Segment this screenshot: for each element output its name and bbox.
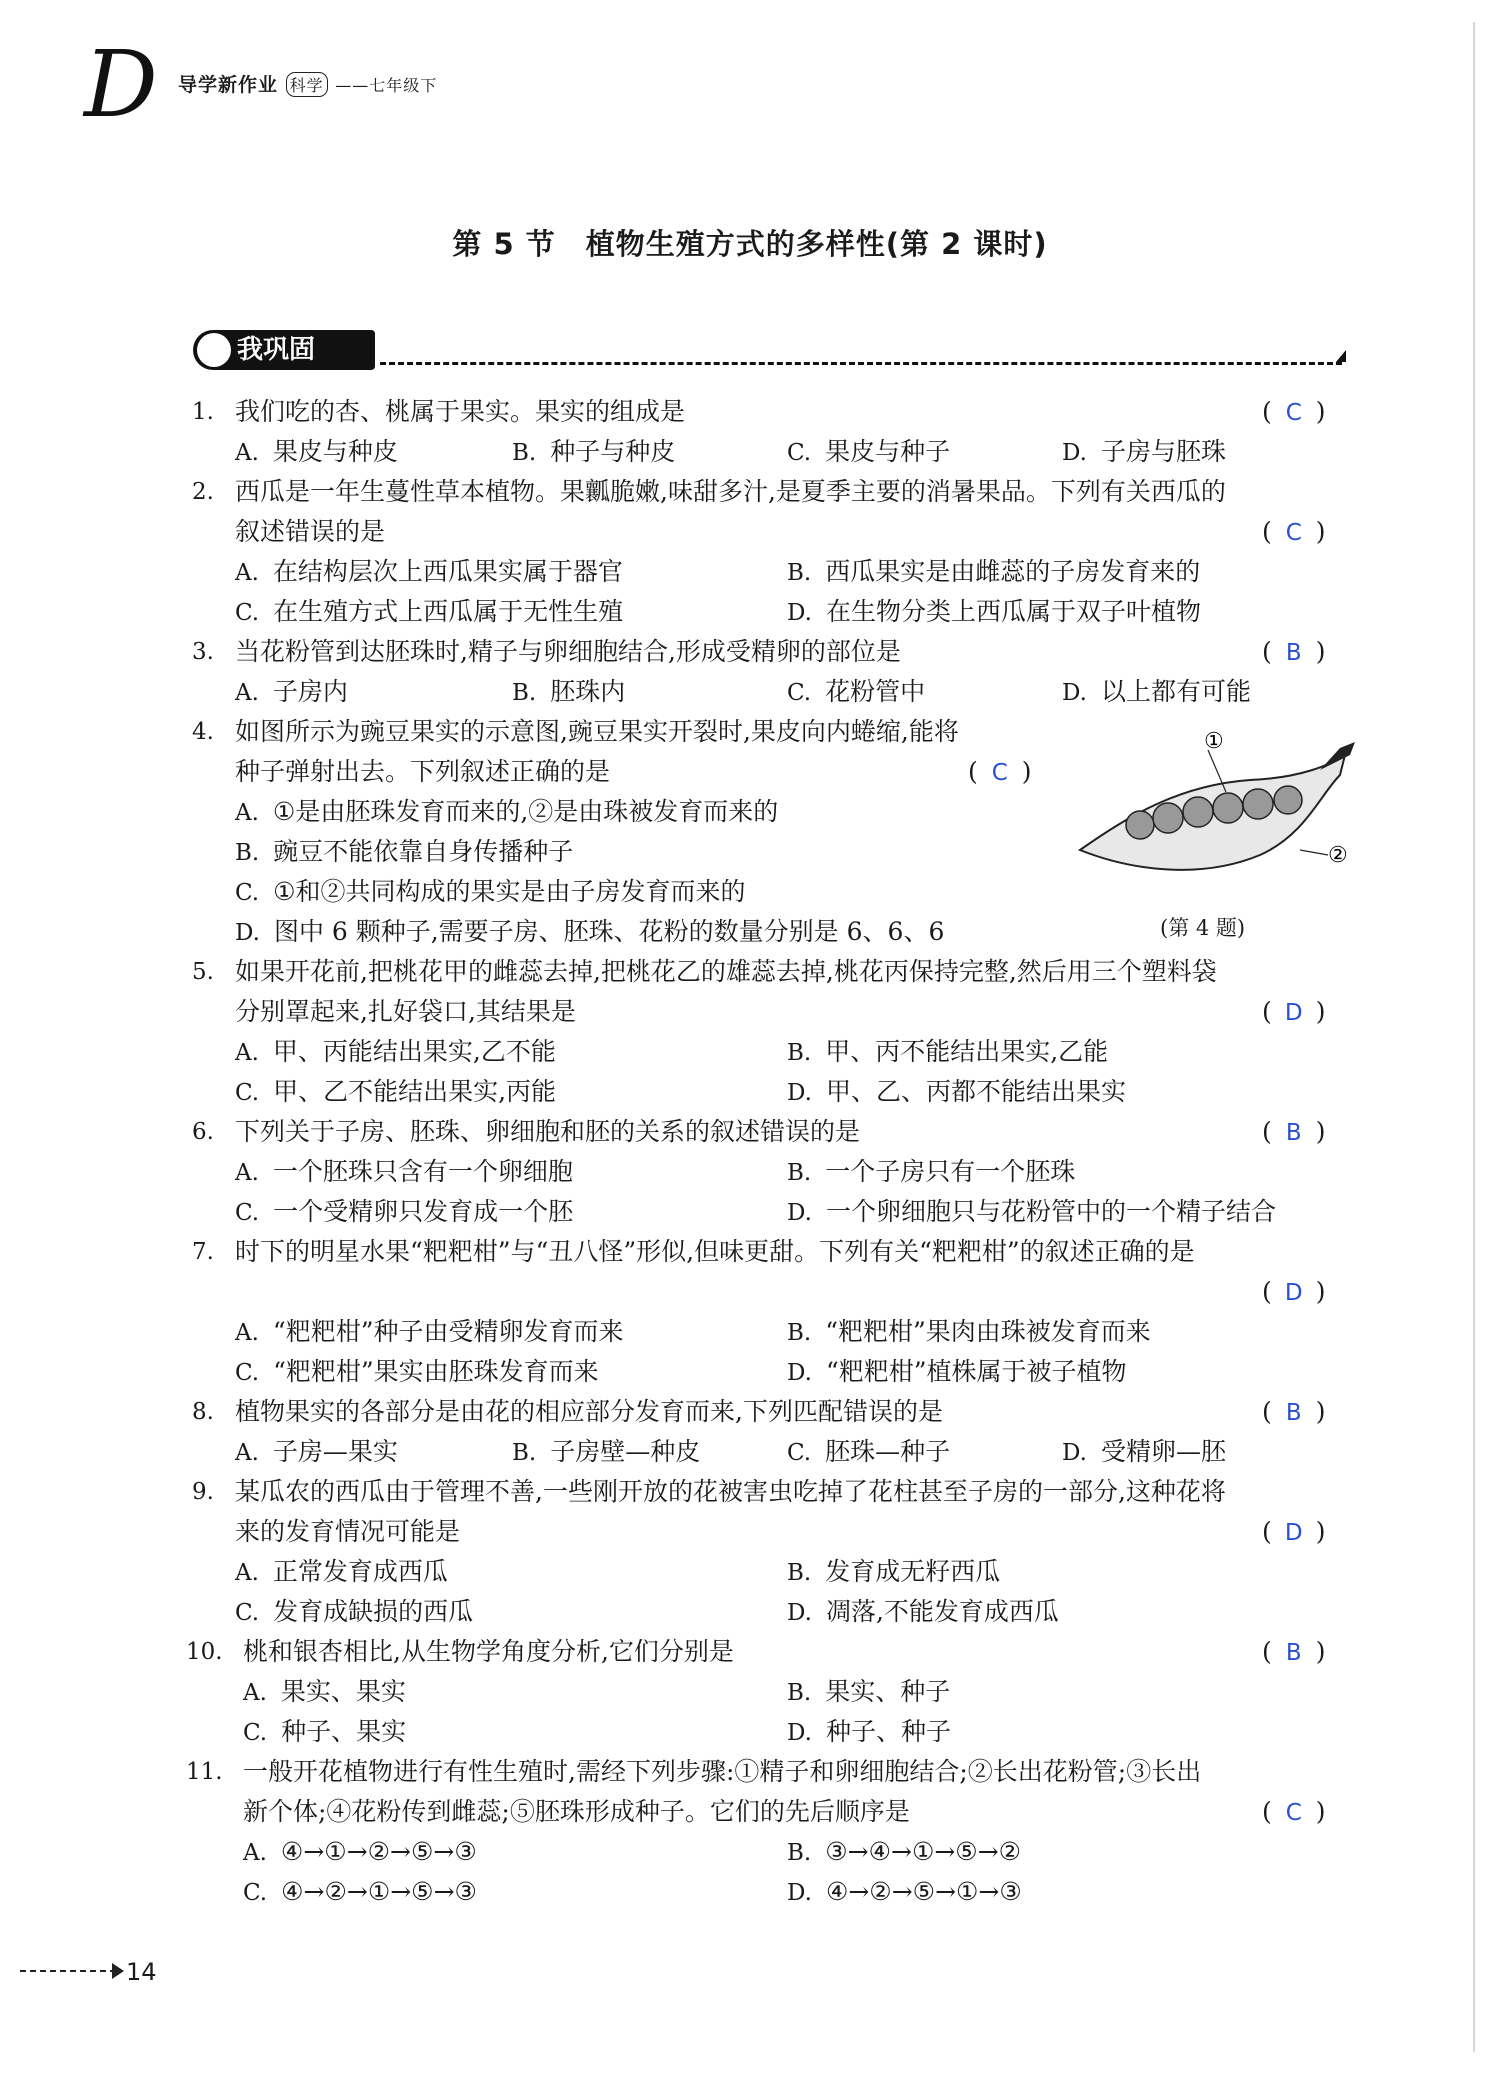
page-arrow-line — [20, 1970, 116, 1972]
answer-slot: ( D ) — [1262, 1277, 1326, 1306]
question-stem: 分别罩起来,扎好袋口,其结果是 — [235, 997, 576, 1026]
question-number: 10. — [186, 1639, 223, 1665]
question-number: 8. — [192, 1399, 214, 1425]
question-stem: 种子弹射出去。下列叙述正确的是 — [235, 757, 611, 786]
seed-5 — [1243, 789, 1273, 819]
answer-value: C — [1285, 400, 1302, 426]
option: C. 花粉管中 — [787, 677, 926, 706]
answer-slot: ( C ) — [1262, 1797, 1326, 1826]
question-stem: 一般开花植物进行有性生殖时,需经下列步骤:①精子和卵细胞结合;②长出花粉管;③长出 — [243, 1757, 1202, 1786]
question-stem: 叙述错误的是 — [235, 517, 386, 546]
option: D. 种子、种子 — [787, 1717, 951, 1746]
page-number: 14 — [126, 1958, 157, 1986]
answer-slot: ( C ) — [968, 757, 1032, 786]
question-stem: 如果开花前,把桃花甲的雌蕊去掉,把桃花乙的雄蕊去掉,桃花丙保持完整,然后用三个塑料袋 — [235, 957, 1217, 986]
option: B. 胚珠内 — [512, 677, 626, 706]
answer-slot: ( C ) — [1262, 517, 1326, 546]
option: D. 受精卵—胚 — [1062, 1437, 1226, 1466]
seed-6 — [1274, 786, 1302, 814]
option: B. 发育成无籽西瓜 — [787, 1557, 1001, 1586]
answer-value: B — [1285, 1400, 1302, 1426]
option: A. ①是由胚珠发育而来的,②是由珠被发育而来的 — [235, 797, 779, 826]
option: C. 在生殖方式上西瓜属于无性生殖 — [235, 597, 624, 626]
option: D. ④→②→⑤→①→③ — [787, 1877, 1022, 1906]
grade-label: ——七年级下 — [335, 76, 438, 95]
option: A. 在结构层次上西瓜果实属于器官 — [235, 557, 623, 586]
seed-3 — [1183, 797, 1213, 827]
question-stem: 当花粉管到达胚珠时,精子与卵细胞结合,形成受精卵的部位是 — [235, 637, 901, 666]
question-number: 7. — [192, 1239, 214, 1265]
option: D. 甲、乙、丙都不能结出果实 — [787, 1077, 1126, 1106]
seed-4 — [1213, 793, 1243, 823]
seed-2 — [1153, 803, 1183, 833]
book-title: 导学新作业 — [178, 74, 279, 96]
seed-1 — [1126, 811, 1154, 839]
option: D. “粑粑柑”植株属于被子植物 — [787, 1357, 1127, 1386]
answer-value: C — [991, 760, 1008, 786]
answer-slot: ( C ) — [1262, 397, 1326, 426]
answer-value: C — [1285, 520, 1302, 546]
option: C. ①和②共同构成的果实是由子房发育而来的 — [235, 877, 746, 906]
option: C. ④→②→①→⑤→③ — [243, 1877, 477, 1906]
answer-value: D — [1284, 1280, 1303, 1306]
question-stem: 如图所示为豌豆果实的示意图,豌豆果实开裂时,果皮向内蜷缩,能将 — [235, 717, 959, 746]
option: B. 豌豆不能依靠自身传播种子 — [235, 837, 574, 866]
svg-text:D: D — [84, 38, 158, 128]
question-stem: 桃和银杏相比,从生物学角度分析,它们分别是 — [243, 1637, 734, 1666]
subject-badge: 科学 — [286, 72, 328, 97]
option: A. 甲、丙能结出果实,乙不能 — [235, 1037, 556, 1066]
book-logo-d — [80, 38, 190, 128]
question-stem: 西瓜是一年生蔓性草本植物。果瓤脆嫩,味甜多汁,是夏季主要的消暑果品。下列有关西瓜的 — [235, 477, 1226, 506]
option: D. 凋落,不能发育成西瓜 — [787, 1597, 1059, 1626]
option: B. 甲、丙不能结出果实,乙能 — [787, 1037, 1109, 1066]
printer-icon — [197, 333, 231, 367]
question-stem: 新个体;④花粉传到雌蕊;⑤胚珠形成种子。它们的先后顺序是 — [243, 1797, 910, 1826]
option: C. 胚珠—种子 — [787, 1437, 951, 1466]
option: C. 种子、果实 — [243, 1717, 407, 1746]
answer-slot: ( B ) — [1262, 1397, 1326, 1426]
figure-label-1: ① — [1204, 729, 1224, 754]
option: A. 一个胚珠只含有一个卵细胞 — [235, 1157, 573, 1186]
section-banner — [193, 330, 375, 370]
question-number: 2. — [192, 479, 214, 505]
banner-corner-mark — [1336, 350, 1346, 362]
question-number: 9. — [192, 1479, 214, 1505]
option: B. 种子与种皮 — [512, 437, 676, 466]
option: B. 子房壁—种皮 — [512, 1437, 701, 1466]
option: D. 子房与胚珠 — [1062, 437, 1226, 466]
question-stem: 时下的明星水果“粑粑柑”与“丑八怪”形似,但味更甜。下列有关“粑粑柑”的叙述正确的是 — [235, 1237, 1195, 1266]
question-stem: 某瓜农的西瓜由于管理不善,一些刚开放的花被害虫吃掉了花柱甚至子房的一部分,这种花将 — [235, 1477, 1226, 1506]
option: C. 一个受精卵只发育成一个胚 — [235, 1197, 574, 1226]
pea-pod-figure — [1070, 720, 1360, 910]
banner-label: 我巩固 — [237, 335, 316, 365]
book-header — [178, 70, 437, 97]
banner-dashed-rule — [380, 362, 1342, 365]
option: A. 果实、果实 — [243, 1677, 406, 1706]
answer-value: D — [1284, 1000, 1303, 1026]
option: B. 果实、种子 — [787, 1677, 951, 1706]
question-stem: 来的发育情况可能是 — [235, 1517, 461, 1546]
page-edge-rule — [1473, 22, 1475, 2052]
section-title: 第 5 节 植物生殖方式的多样性(第 2 课时) — [452, 227, 1048, 261]
option: C. 果皮与种子 — [787, 437, 951, 466]
answer-value: B — [1285, 1120, 1302, 1146]
question-number: 1. — [192, 399, 214, 425]
option: B. 一个子房只有一个胚珠 — [787, 1157, 1076, 1186]
figure-label-2: ② — [1328, 843, 1348, 868]
answer-slot: ( D ) — [1262, 997, 1326, 1026]
option: D. 在生物分类上西瓜属于双子叶植物 — [787, 597, 1201, 626]
option: D. 以上都有可能 — [1062, 677, 1251, 706]
question-number: 6. — [192, 1119, 214, 1145]
answer-value: C — [1285, 1800, 1302, 1826]
answer-slot: ( B ) — [1262, 1117, 1326, 1146]
question-number: 3. — [192, 639, 214, 665]
option: D. 一个卵细胞只与花粉管中的一个精子结合 — [787, 1197, 1276, 1226]
answer-slot: ( D ) — [1262, 1517, 1326, 1546]
answer-value: D — [1284, 1520, 1303, 1546]
option: A. 正常发育成西瓜 — [235, 1557, 448, 1586]
option: B. 西瓜果实是由雌蕊的子房发育来的 — [787, 557, 1201, 586]
arrow-right-icon — [112, 1963, 124, 1979]
option: B. “粑粑柑”果肉由珠被发育而来 — [787, 1317, 1151, 1346]
option: B. ③→④→①→⑤→② — [787, 1837, 1022, 1866]
option: C. 甲、乙不能结出果实,丙能 — [235, 1077, 557, 1106]
question-stem: 植物果实的各部分是由花的相应部分发育而来,下列匹配错误的是 — [235, 1397, 943, 1426]
figure-caption: (第 4 题) — [1160, 916, 1246, 940]
option: A. 果皮与种皮 — [235, 437, 398, 466]
answer-slot: ( B ) — [1262, 1637, 1326, 1666]
question-number: 5. — [192, 959, 214, 985]
option: A. 子房—果实 — [235, 1437, 398, 1466]
option: A. 子房内 — [235, 677, 348, 706]
question-number: 4. — [192, 719, 214, 745]
option: A. ④→①→②→⑤→③ — [243, 1837, 477, 1866]
question-number: 11. — [186, 1759, 223, 1785]
answer-value: B — [1285, 640, 1302, 666]
answer-value: B — [1285, 1640, 1302, 1666]
option: A. “粑粑柑”种子由受精卵发育而来 — [235, 1317, 624, 1346]
question-stem: 我们吃的杏、桃属于果实。果实的组成是 — [235, 397, 686, 426]
option: D. 图中 6 颗种子,需要子房、胚珠、花粉的数量分别是 6、6、6 — [235, 917, 945, 946]
answer-slot: ( B ) — [1262, 637, 1326, 666]
option: C. “粑粑柑”果实由胚珠发育而来 — [235, 1357, 599, 1386]
question-stem: 下列关于子房、胚珠、卵细胞和胚的关系的叙述错误的是 — [235, 1117, 861, 1146]
option: C. 发育成缺损的西瓜 — [235, 1597, 474, 1626]
